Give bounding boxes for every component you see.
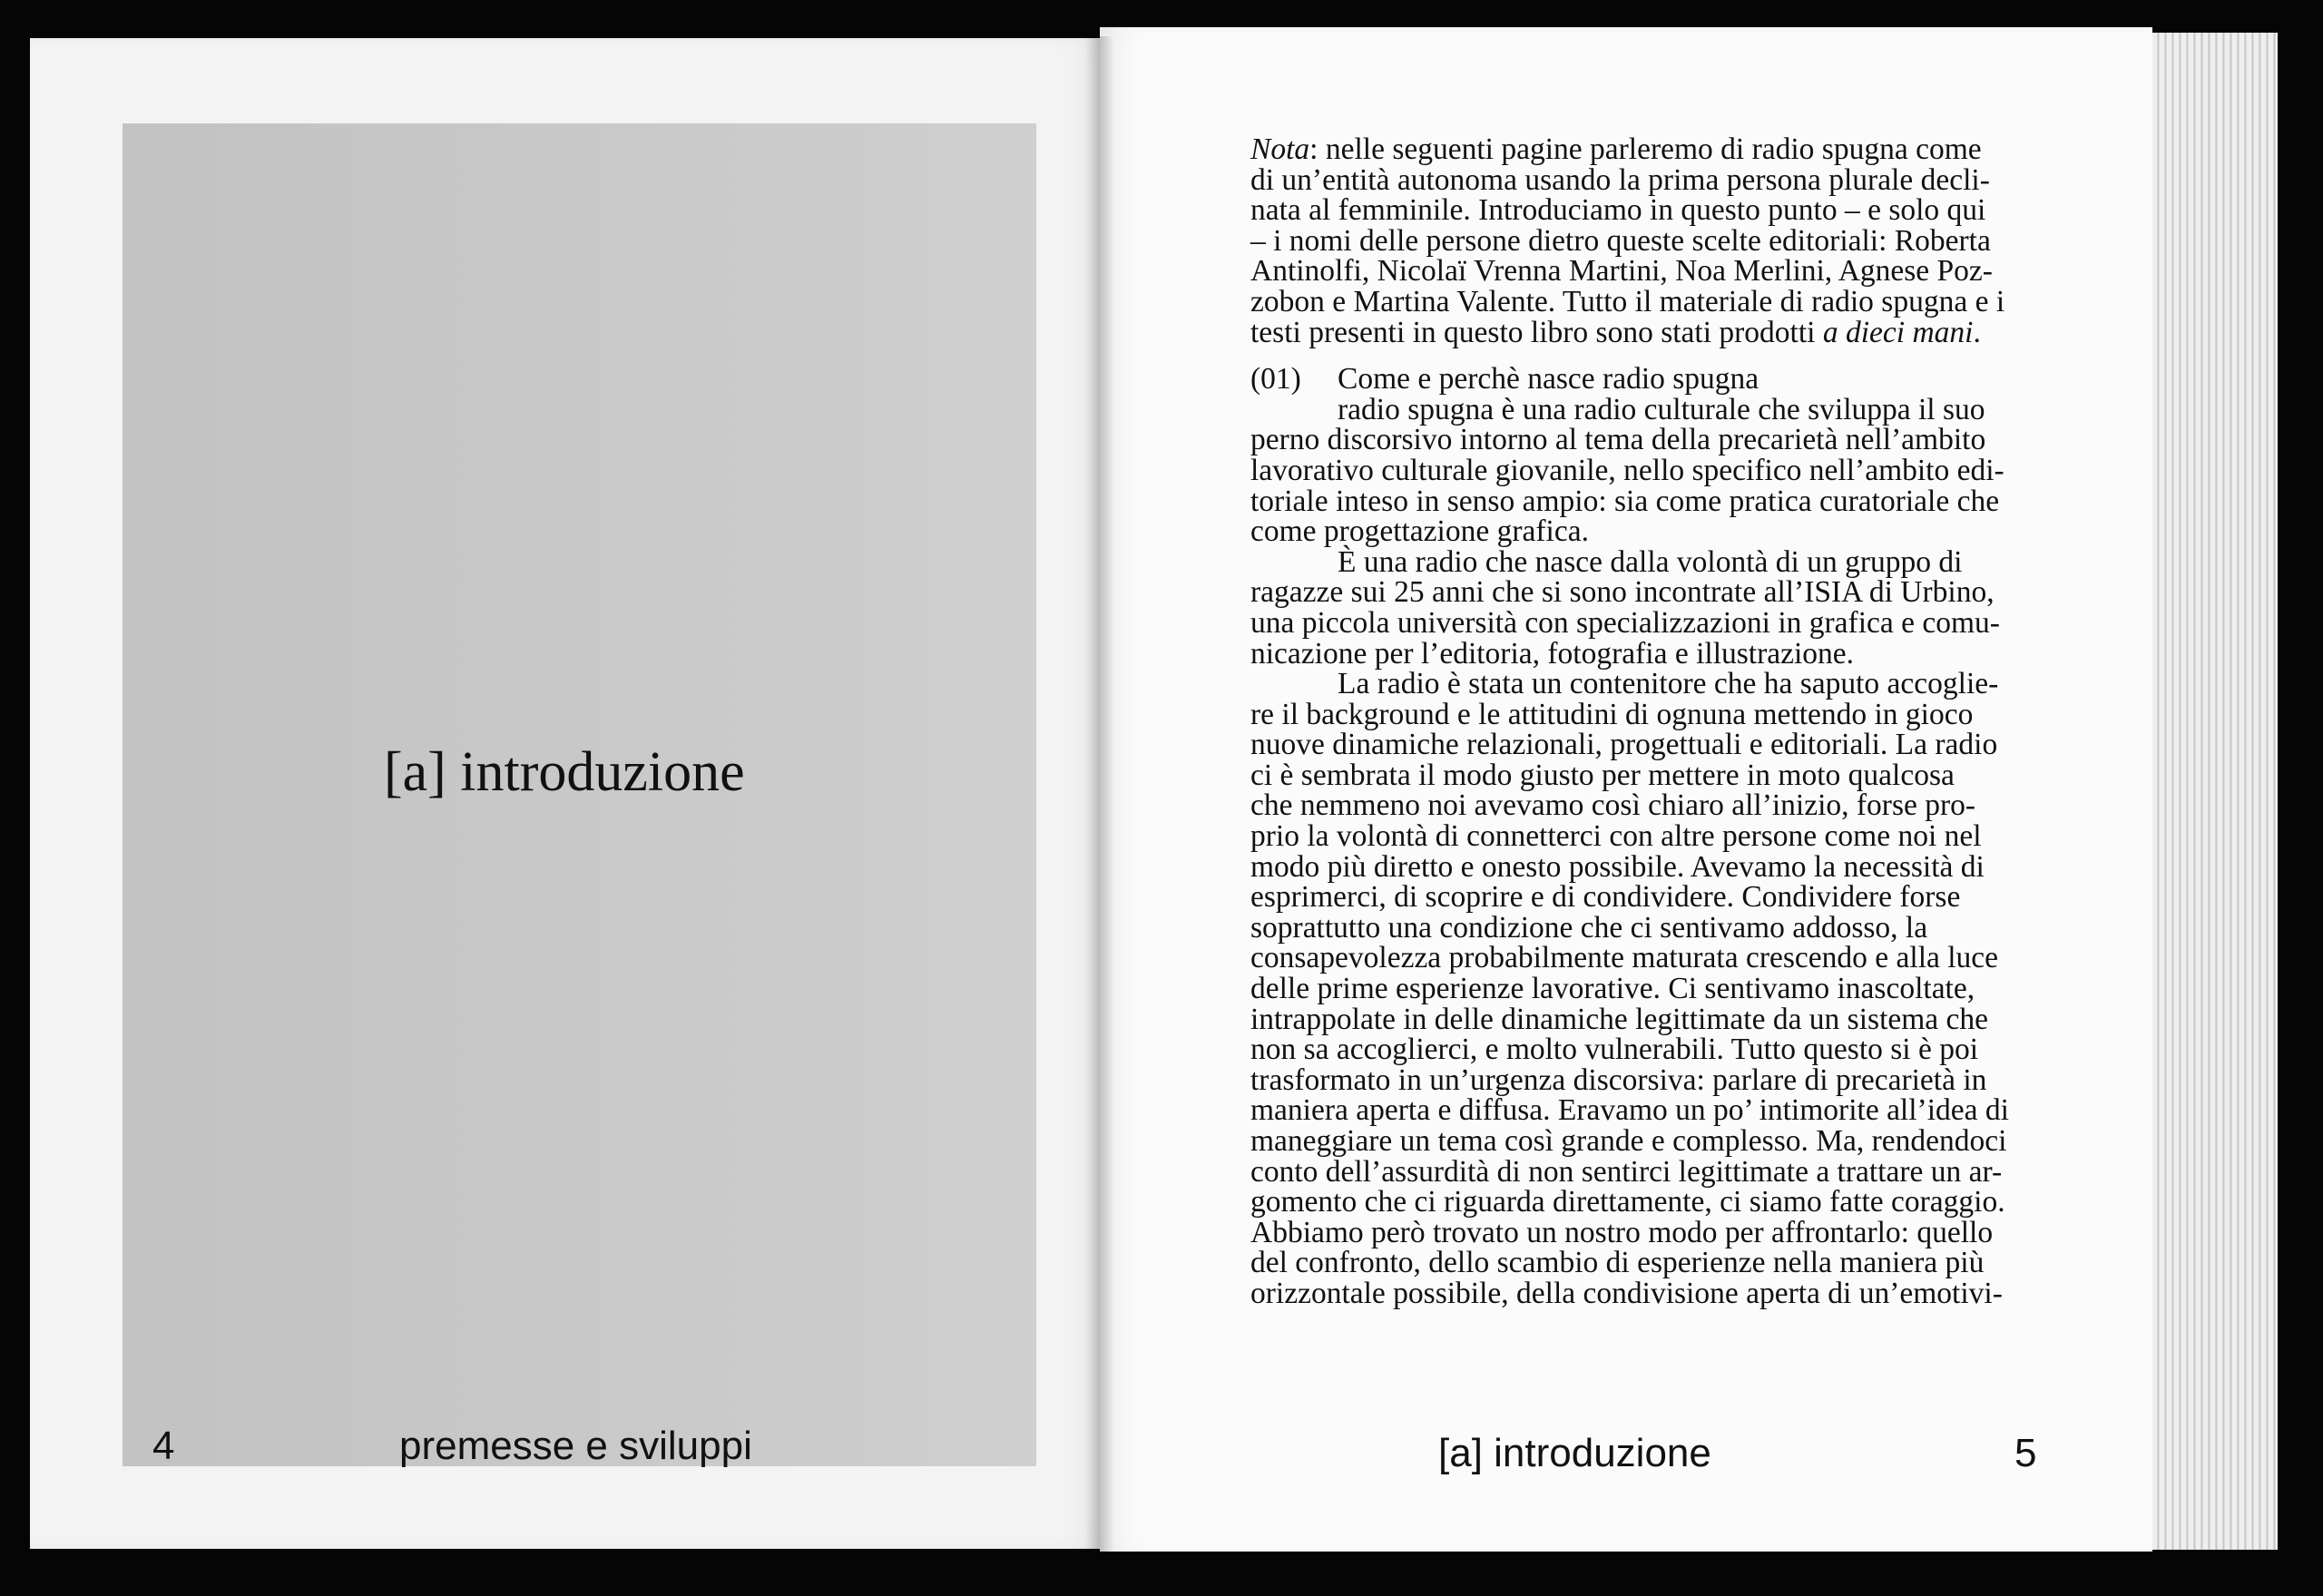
body-line: nuove dinamiche relazionali, progettuali e editoriali. La radio bbox=[1250, 728, 1998, 762]
body-line: maniera aperta e diffusa. Eravamo un po’ intimorite all’idea di bbox=[1250, 1093, 2009, 1128]
body-line: esprimerci, di scoprire e di condividere. Condividere forse bbox=[1250, 880, 1961, 915]
note-line: Nota: nelle seguenti pagine parleremo di radio spugna come bbox=[1250, 132, 1982, 166]
body-line: È una radio che nasce dalla volontà di un gruppo di bbox=[1338, 544, 1963, 579]
body-line: Abbiamo però trovato un nostro modo per affrontarlo: quello bbox=[1250, 1215, 1994, 1249]
left-page bbox=[30, 38, 1107, 1549]
body-line: che nemmeno noi avevamo così chiaro all’inizio, forse pro- bbox=[1250, 788, 1976, 823]
chapter-title: [a] introduzione bbox=[384, 741, 745, 803]
body-line: una piccola università con specializzazioni in grafica e comu- bbox=[1250, 605, 2000, 640]
left-page-number: 4 bbox=[152, 1424, 175, 1468]
note-line: – i nomi delle persone dietro queste scelte editoriali: Roberta bbox=[1250, 223, 1991, 258]
body-line: ragazze sui 25 anni che si sono incontrate all’ISIA di Urbino, bbox=[1250, 575, 1995, 610]
body-line: radio spugna è una radio culturale che sviluppa il suo bbox=[1338, 392, 1985, 426]
note-emphasis: a dieci mani bbox=[1822, 315, 1974, 349]
body-line: soprattutto una condizione che ci sentivamo addosso, la bbox=[1250, 910, 1928, 945]
body-line: ci è sembrata il modo giusto per mettere in moto qualcosa bbox=[1250, 758, 1955, 792]
right-running-title: [a] introduzione bbox=[1438, 1431, 1711, 1475]
body-line: intrappolate in delle dinamiche legittimate da un sistema che bbox=[1250, 1002, 1989, 1036]
note-line: nata al femminile. Introduciamo in questo punto – e solo qui bbox=[1250, 193, 1986, 228]
body-line: consapevolezza probabilmente maturata crescendo e alla luce bbox=[1250, 941, 1999, 975]
body-line: modo più diretto e onesto possibile. Avevamo la necessità di bbox=[1250, 849, 1985, 884]
right-page-number: 5 bbox=[2014, 1431, 2037, 1475]
note-line: di un’entità autonoma usando la prima persona plurale decli- bbox=[1250, 162, 1990, 197]
left-running-title: premesse e sviluppi bbox=[399, 1424, 752, 1468]
body-line: trasformato in un’urgenza discorsiva: parlare di precarietà in bbox=[1250, 1062, 1987, 1097]
body-line: maneggiare un tema così grande e complesso. Ma, rendendoci bbox=[1250, 1124, 2007, 1158]
book-gutter bbox=[1085, 36, 1114, 1552]
note-line: Antinolfi, Nicolaï Vrenna Martini, Noa Merlini, Agnese Poz- bbox=[1250, 254, 1993, 289]
body-line: come progettazione grafica. bbox=[1250, 514, 1589, 549]
body-line: lavorativo culturale giovanile, nello specifico nell’ambito edi- bbox=[1250, 453, 2004, 487]
body-line: non sa accoglierci, e molto vulnerabili. Tutto questo si è poi bbox=[1250, 1033, 1979, 1067]
body-line: del confronto, dello scambio di esperienze nella maniera più bbox=[1250, 1246, 1985, 1280]
section-heading bbox=[1250, 364, 2033, 395]
body-line: prio la volontà di connetterci con altre persone come noi nel bbox=[1250, 819, 1982, 854]
body-line: La radio è stata un contenitore che ha saputo accoglie- bbox=[1338, 667, 1999, 701]
section-title: Come e perchè nasce radio spugna bbox=[1338, 362, 1759, 397]
body-line: re il background e le attitudini di ognuna mettendo in gioco bbox=[1250, 697, 1974, 731]
note-label: Nota bbox=[1250, 132, 1310, 166]
section-number: (01) bbox=[1250, 362, 1301, 397]
body-line: conto dell’assurdità di non sentirci legittimate a trattare un ar- bbox=[1250, 1154, 2003, 1189]
body-line: perno discorsivo intorno al tema della precarietà nell’ambito bbox=[1250, 423, 1986, 457]
note-line: testi presenti in questo libro sono stati prodotti a dieci mani. bbox=[1250, 315, 1981, 349]
body-line: gomento che ci riguarda direttamente, ci siamo fatte coraggio. bbox=[1250, 1185, 2005, 1219]
body-line: toriale inteso in senso ampio: sia come pratica curatoriale che bbox=[1250, 484, 2000, 518]
body-line: orizzontale possibile, della condivisione aperta di un’emotivi- bbox=[1250, 1276, 2003, 1310]
body-line: delle prime esperienze lavorative. Ci sentivamo inascoltate, bbox=[1250, 972, 1975, 1006]
note-line: zobon e Martina Valente. Tutto il materiale di radio spugna e i bbox=[1250, 284, 2005, 318]
body-line: nicazione per l’editoria, fotografia e illustrazione. bbox=[1250, 636, 1855, 671]
right-page-body bbox=[1250, 134, 2033, 1309]
